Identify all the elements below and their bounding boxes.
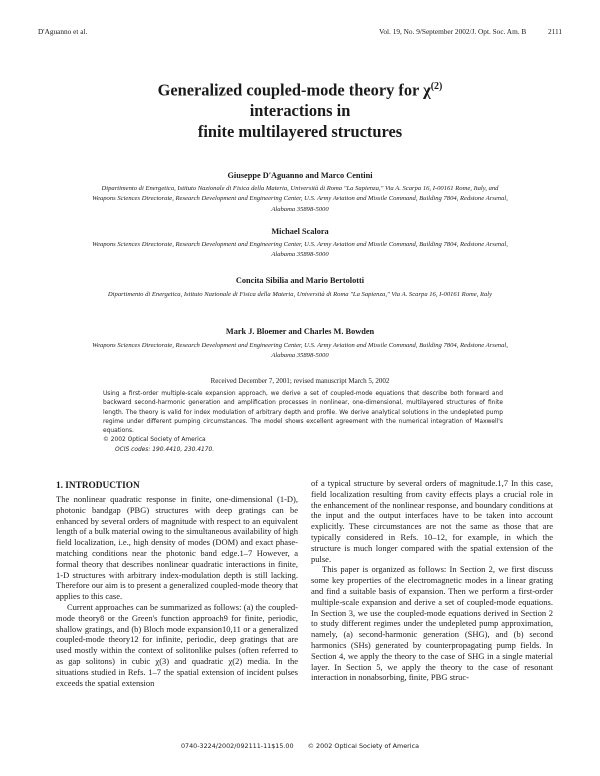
ocis-codes: OCIS codes: 190.4410, 230.4170. (115, 446, 215, 453)
paper-title (60, 76, 540, 142)
author-group-2: Michael Scalora (271, 227, 329, 236)
left-column (56, 494, 298, 688)
section-heading-introduction: 1. INTRODUCTION (56, 481, 140, 491)
footer-copyright: © 2002 Optical Society of America (307, 742, 420, 750)
affiliation-2: Weapons Sciences Directorate, Research Development and Engineering Center, U.S. Army Aviation and Missile Command, Building 7804, Redstone Arsenal, Alabama 35898-5000 (92, 241, 508, 259)
paragraph: The nonlinear quadratic response in finite, one-dimensional (1-D), photonic bandgap (PBG) structures with deep gratings can be enhanced by several orders of magnitude with respect to an equivalent length of a bulk material owing to the simultaneous availability of high field localization, i.e., high density of modes (DOM) and exact phase-matching conditions near the photonic band edge.1–7 However, a formal theory that describes nonlinear quadratic interactions in finite, 1-D structures with arbitrary index-modulation depth is still lacking. Therefore our aim is to present a generalized coupled-mode theory that applies to this case. (56, 494, 298, 602)
affiliation-3: Dipartimento di Energetica, Istituto Nazionale di Fisica della Materia, Università di Roma "La Sapienza," Via A. Scarpa 16, I-00161 Rome, Italy (107, 291, 493, 298)
article-code: 0740-3224/2002/092111-11$15.00 (180, 742, 294, 750)
abstract-text: Using a first-order multiple-scale expansion approach, we derive a set of coupled-mode equations that describe both forward and backward second-harmonic generation and amplification processes in nonlinear, one-dimensional, multilayered structures of finite length. The theory is valid for index modulation of arbitrary depth and profile. We derive analytical solutions in the undepleted pump regime under different pumping circumstances. The model shows excellent agreement with the numerical integration of Maxwell's equations. (103, 391, 503, 435)
page-number: 2111 (547, 27, 562, 36)
author-group-3: Concita Sibilia and Mario Bertolotti (235, 276, 365, 285)
title-line-2: interactions in (249, 101, 351, 121)
right-column (311, 478, 553, 683)
title-superscript: (2) (430, 81, 443, 92)
page-footer (0, 742, 600, 750)
journal-citation: Vol. 19, No. 9/September 2002/J. Opt. Soc. Am. B (379, 27, 527, 36)
title-line-3: finite multilayered structures (197, 122, 403, 142)
paragraph: This paper is organized as follows: In Section 2, we first discuss some key properties of the electromagnetic modes in a linear grating and find a suitable basis of expansion. Then we perform a first-order multiple-scale expansion and derive a set of coupled-mode equations. In Section 3, we use the coupled-mode equations derived in Section 2 to study different regimes under the undepleted pump approximation, namely, (a) second-harmonic generation (SHG), and (b) second harmonics (SHs) generated by counterpropagating pump fields. In Section 4, we apply the theory to the case of SHG in a single material layer. In Section 5, we apply the theory to the case of resonant interaction in nonabsorbing, finite, PBG struc- (311, 564, 553, 683)
running-header-journal (379, 27, 562, 36)
author-group-4: Mark J. Bloemer and Charles M. Bowden (225, 327, 375, 336)
paragraph: Current approaches can be summarized as follows: (a) the coupled-mode theory8 or the Green's function approach9 for finite, periodic, shallow gratings, and (b) Bloch mode expansion10,11 or a generalized coupled-mode theory12 for infinite, periodic, deep gratings that are used mostly within the context of solitonlike pulses (often referred to as gap solitons) in cubic χ(3) and quadratic χ(2) media. In the situations studied in Refs. 1–7 the spatial extension of incident pulses exceeds the spatial extension (56, 601, 298, 688)
received-dates: Received December 7, 2001; revised manuscript March 5, 2002 (210, 377, 390, 385)
affiliation-4: Weapons Sciences Directorate, Research Development and Engineering Center, U.S. Army Aviation and Missile Command, Building 7804, Redstone Arsenal, Alabama 35898-5000 (92, 342, 508, 360)
paragraph: of a typical structure by several orders of magnitude.1,7 In this case, field localization resulting from cavity effects plays a crucial role in the enhancement of the nonlinear response, and boundary conditions at the input and the output interfaces have to be taken into account explicitly. These circumstances are not the same as those that are typically considered in Refs. 10–12, for example, in which the structure is much longer compared with the spatial extension of the pulse. (311, 478, 553, 564)
abstract-copyright: © 2002 Optical Society of America (103, 437, 206, 444)
author-group-1: Giuseppe D'Aguanno and Marco Centini (227, 171, 373, 180)
running-header-authors: D'Aguanno et al. (38, 27, 88, 36)
affiliation-1: Dipartimento di Energetica, Istituto Nazionale di Fisica della Materia, Università di Roma "La Sapienza," Via A. Scarpa 16, I-00161 Rome, Italy, and Weapons Sciences Directorate, Research Development and Engineering Center, U.S. Army Aviation and Missile Command, Building 7804, Redstone Arsenal, Alabama 35898-5000 (92, 185, 508, 213)
abstract (103, 390, 503, 455)
title-line-1: Generalized coupled-mode theory for χ (157, 80, 431, 100)
